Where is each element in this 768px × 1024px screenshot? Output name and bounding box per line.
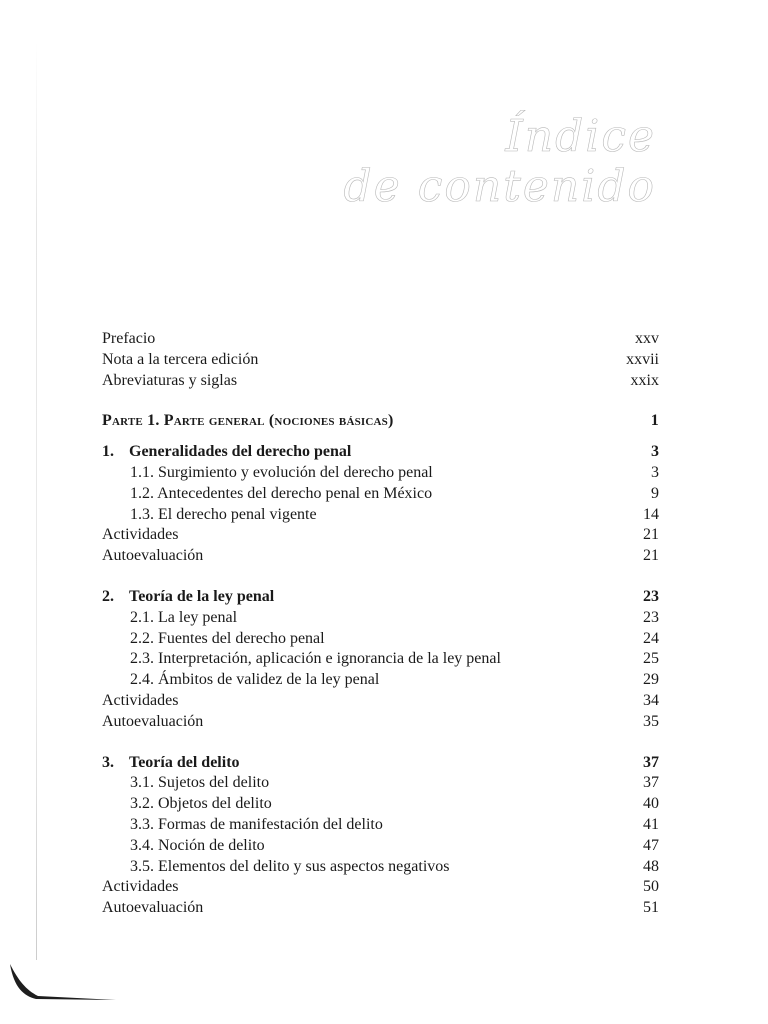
toc-section-3-3[interactable]: [102, 815, 659, 836]
toc-chapter-2[interactable]: [102, 587, 659, 608]
toc-part-page: 1: [650, 412, 659, 430]
toc-entry-abreviaturas[interactable]: [102, 371, 659, 392]
toc-chapter-1[interactable]: [102, 442, 659, 463]
toc-activities-page: 21: [643, 526, 659, 544]
toc-part-label: Parte 1. Parte general (nociones básicas): [102, 412, 394, 430]
toc-chapter-title: Teoría del delito: [129, 753, 240, 771]
toc-self-eval-label: Autoevaluación: [102, 712, 204, 730]
toc-section-3-2[interactable]: [102, 794, 659, 815]
toc-activities-3[interactable]: [102, 877, 659, 898]
toc-activities-page: 50: [643, 878, 659, 896]
toc-entry-page: xxix: [630, 371, 659, 389]
toc-section-label: 1.3. El derecho penal vigente: [130, 505, 317, 523]
toc-section-page: 14: [643, 505, 659, 523]
toc-section-2-4[interactable]: [102, 670, 659, 691]
toc-activities-label: Actividades: [102, 526, 179, 544]
toc-chapter-page: 23: [643, 587, 659, 605]
toc-section-label: 2.2. Fuentes del derecho penal: [130, 629, 325, 647]
toc-entry-label: Nota a la tercera edición: [102, 350, 259, 368]
toc-section-page: 23: [643, 608, 659, 626]
toc-self-eval-label: Autoevaluación: [102, 899, 204, 917]
toc-section-2-1[interactable]: [102, 608, 659, 629]
toc-section-1-3[interactable]: [102, 505, 659, 526]
toc-section-page: 41: [643, 815, 659, 833]
toc-section-3-1[interactable]: [102, 773, 659, 794]
toc-section-2-2[interactable]: [102, 629, 659, 650]
toc-entry-nota[interactable]: [102, 350, 659, 371]
toc-section-page: 40: [643, 795, 659, 813]
toc-chapter-label: [102, 587, 274, 608]
toc-chapter-title: Teoría de la ley penal: [129, 587, 275, 605]
table-of-contents: [102, 329, 659, 919]
toc-section-label: 3.5. Elementos del delito y sus aspectos negativos: [130, 857, 450, 875]
toc-section-label: 1.2. Antecedentes del derecho penal en México: [130, 484, 433, 502]
toc-chapter-label: [102, 753, 240, 774]
toc-section-label: 3.2. Objetos del delito: [130, 795, 272, 813]
toc-section-page: 47: [643, 836, 659, 854]
toc-chapter-number: 3.: [102, 753, 114, 771]
toc-section-label: 3.4. Noción de delito: [130, 836, 265, 854]
toc-chapter-3[interactable]: [102, 753, 659, 774]
toc-section-page: 37: [643, 774, 659, 792]
toc-self-eval-page: 35: [643, 712, 659, 730]
toc-section-page: 3: [651, 463, 659, 481]
toc-self-eval-page: 51: [643, 899, 659, 917]
toc-self-eval-2[interactable]: [102, 712, 659, 733]
toc-chapter-number: 1.: [102, 443, 114, 461]
toc-activities-label: Actividades: [102, 878, 179, 896]
toc-section-page: 25: [643, 650, 659, 668]
toc-section-page: 29: [643, 671, 659, 689]
toc-entry-label: Prefacio: [102, 330, 156, 347]
toc-entry-label: Abreviaturas y siglas: [102, 371, 238, 389]
toc-section-label: 2.4. Ámbitos de validez de la ley penal: [130, 671, 380, 689]
toc-section-label: 3.3. Formas de manifestación del delito: [130, 815, 383, 833]
toc-chapter-page: 37: [643, 753, 659, 771]
toc-activities-1[interactable]: [102, 525, 659, 546]
toc-entry-page: xxv: [635, 330, 659, 347]
toc-section-label: 2.3. Interpretación, aplicación e ignorancia de la ley penal: [130, 650, 501, 668]
toc-entry-page: xxvii: [626, 350, 659, 368]
toc-section-page: 9: [651, 484, 659, 502]
toc-chapter-label: [102, 442, 351, 463]
page-title-line2: de contenido: [343, 161, 656, 212]
toc-activities-page: 34: [643, 691, 659, 709]
page-title-line1: Índice: [505, 111, 656, 162]
page-edge-line: [36, 40, 37, 960]
toc-entry-prefacio[interactable]: [102, 329, 659, 350]
page-corner-mark: [8, 962, 118, 1002]
toc-activities-label: Actividades: [102, 691, 179, 709]
toc-self-eval-page: 21: [643, 547, 659, 565]
toc-self-eval-3[interactable]: [102, 898, 659, 919]
toc-section-2-3[interactable]: [102, 649, 659, 670]
toc-section-label: 3.1. Sujetos del delito: [130, 774, 270, 792]
toc-section-1-2[interactable]: [102, 484, 659, 505]
toc-part-heading[interactable]: [102, 411, 659, 432]
toc-chapter-number: 2.: [102, 587, 114, 605]
toc-chapter-title: Generalidades del derecho penal: [129, 443, 352, 461]
toc-chapter-page: 3: [651, 443, 659, 461]
toc-section-label: 1.1. Surgimiento y evolución del derecho penal: [130, 463, 433, 481]
toc-section-page: 24: [643, 629, 659, 647]
toc-self-eval-1[interactable]: [102, 546, 659, 567]
toc-section-3-5[interactable]: [102, 857, 659, 878]
toc-activities-2[interactable]: [102, 691, 659, 712]
toc-self-eval-label: Autoevaluación: [102, 547, 204, 565]
toc-section-page: 48: [643, 857, 659, 875]
toc-section-1-1[interactable]: [102, 463, 659, 484]
toc-section-3-4[interactable]: [102, 836, 659, 857]
toc-section-label: 2.1. La ley penal: [130, 608, 238, 626]
